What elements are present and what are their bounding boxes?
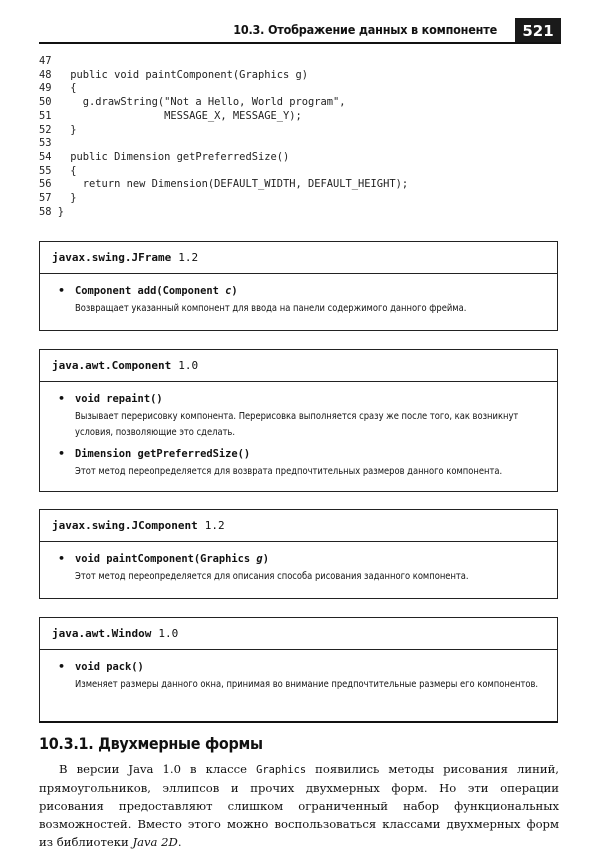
api-entry bbox=[52, 447, 545, 480]
code-line: 51 MESSAGE_X, MESSAGE_Y); bbox=[39, 109, 302, 122]
code-line: 57 } bbox=[39, 192, 77, 205]
method-signature: void pack() bbox=[75, 661, 144, 673]
method-description: Изменяет размеры данного окна, принимая во внимание предпочтительные размеры его компонентов. bbox=[75, 679, 539, 690]
method-signature: Component add(Component c) bbox=[75, 285, 238, 297]
code-line: 47 bbox=[39, 55, 52, 67]
method-description: Этот метод переопределяется для описания способа рисования заданного компонента. bbox=[75, 571, 469, 582]
code-line: 56 return new Dimension(DEFAULT_WIDTH, DEFAULT_HEIGHT); bbox=[39, 178, 409, 191]
api-entry bbox=[52, 552, 545, 585]
header-rule bbox=[39, 42, 561, 44]
api-class-name: java.awt.Window bbox=[52, 627, 152, 640]
code-line: 49 { bbox=[39, 82, 77, 95]
body-paragraph: В версии Java 1.0 в классе Graphics появились методы рисования линий, прямоугольников, эллипсов и прочих двухмерных форм. Но эти операции рисования предоставляют слишком ограниченный набор функциональных возможностей. Вместо этого можно воспользоваться классами двухмерных форм из библиотеки Java 2D. bbox=[39, 762, 559, 849]
code-line: 54 public Dimension getPreferredSize() bbox=[39, 150, 290, 163]
method-description: Возвращает указанный компонент для ввода на панели содержимого данного фрейма. bbox=[75, 303, 467, 314]
page-number: 521 bbox=[515, 18, 561, 44]
library-name: Java 2D bbox=[132, 835, 178, 849]
section-heading: 10.3.1. Двухмерные формы bbox=[39, 734, 263, 753]
api-box-component bbox=[39, 349, 558, 492]
api-entry bbox=[52, 392, 545, 441]
api-box-header bbox=[40, 510, 557, 542]
api-box-header bbox=[40, 242, 557, 274]
bullet-icon: • bbox=[58, 392, 66, 405]
api-class-name: java.awt.Component bbox=[52, 359, 172, 372]
api-version: 1.2 bbox=[204, 519, 225, 532]
api-box-header bbox=[40, 618, 557, 650]
code-line: 53 bbox=[39, 137, 52, 150]
chapter-section-title: 10.3. Отображение данных в компоненте bbox=[233, 22, 497, 37]
method-signature: void repaint() bbox=[75, 393, 163, 405]
bullet-icon: • bbox=[58, 447, 66, 460]
api-class-name: javax.swing.JFrame bbox=[52, 251, 172, 264]
api-entry bbox=[52, 284, 545, 317]
code-line: 48 public void paintComponent(Graphics g) bbox=[39, 68, 308, 81]
bullet-icon: • bbox=[58, 660, 66, 673]
bullet-icon: • bbox=[58, 552, 66, 565]
code-line: 52 } bbox=[39, 123, 77, 136]
code-line: 58 } bbox=[39, 205, 65, 218]
code-line: 55 { bbox=[39, 164, 77, 177]
api-box-jcomponent bbox=[39, 509, 558, 599]
section-divider bbox=[39, 721, 558, 723]
code-listing bbox=[39, 55, 408, 219]
method-description: Этот метод переопределяется для возврата предпочтительных размеров данного компонента. bbox=[75, 466, 503, 477]
method-signature: Dimension getPreferredSize() bbox=[75, 448, 251, 460]
running-header bbox=[39, 18, 561, 44]
api-entry bbox=[52, 660, 545, 693]
api-version: 1.2 bbox=[178, 251, 199, 264]
api-class-name: javax.swing.JComponent bbox=[52, 519, 198, 532]
inline-code: Graphics bbox=[256, 764, 307, 776]
api-box-window bbox=[39, 617, 558, 723]
api-box-jframe bbox=[39, 241, 558, 331]
code-line: 50 g.drawString("Not a Hello, World program", bbox=[39, 96, 346, 109]
api-box-header bbox=[40, 350, 557, 382]
method-signature: void paintComponent(Graphics g) bbox=[75, 553, 269, 565]
method-description: Вызывает перерисовку компонента. Перерисовка выполняется сразу же после того, как возникнут условия, позволяющие это сделать. bbox=[75, 411, 519, 438]
api-version: 1.0 bbox=[158, 627, 179, 640]
api-version: 1.0 bbox=[178, 359, 199, 372]
bullet-icon: • bbox=[58, 284, 66, 297]
